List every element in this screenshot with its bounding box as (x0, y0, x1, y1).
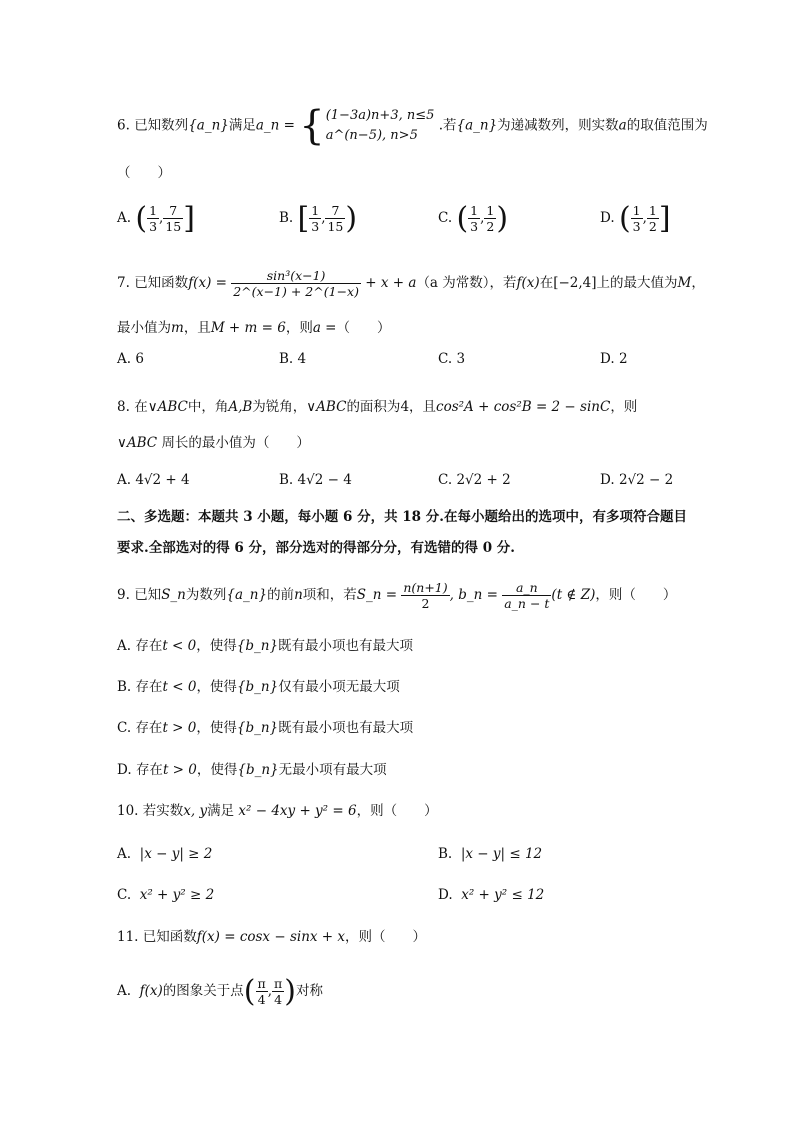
q7-cond: M + m = 6 (210, 320, 286, 336)
q6-d-den1: 3 (632, 219, 641, 234)
q10-text-b: 满足 (207, 803, 235, 819)
q7-option-d-value: 2 (618, 351, 628, 367)
q6-text-tail: 为递减数列，则实数 (497, 117, 619, 134)
q11-text-a: 已知函数 (142, 929, 197, 945)
question-11 (117, 927, 426, 947)
q11-option-a-end: 对称 (295, 983, 323, 999)
q6-b-frac2 (325, 203, 345, 234)
q6-c-frac1 (468, 203, 480, 234)
q7-option-c-value: 3 (456, 351, 466, 367)
q8-option-a (117, 470, 190, 490)
q8-line2: 周长的最小值为 (161, 435, 256, 451)
q9-sn-eq: S_n = (356, 587, 398, 603)
q11-frac2 (272, 976, 284, 1007)
q6-d-frac2 (647, 203, 659, 234)
q9-option-d-ineq: t > 0 (162, 762, 197, 778)
q11-option-a: A. f(x)的图象关于点( $\frac{\pi}{4}$ , $\frac{\pi}{4}$ )对称 (117, 973, 323, 1009)
q9-option-c-seq: {b_n} (236, 720, 279, 736)
q9-option-b (117, 677, 400, 697)
q11-open-paren: ( (243, 973, 256, 1009)
q7-blank: （ ） (336, 320, 391, 336)
q6-a-open: ( (135, 200, 148, 236)
q6-text-after: .若 (438, 117, 457, 134)
q6-option-a-letter: A. (117, 210, 132, 226)
q9-seq: {a_n} (226, 587, 268, 603)
q8-option-b (279, 470, 352, 490)
q6-option-a: A. ( $\frac{1}{3}$ , $\frac{7}{15}$ ] (117, 200, 195, 236)
q6-option-b-letter: B. (279, 210, 294, 226)
q6-b-open: [ (297, 200, 310, 236)
q10-vars: x, y (183, 803, 208, 819)
q8-tri3: ∨ABC (117, 435, 158, 451)
q6-c-den2: 2 (486, 219, 495, 234)
q9-tail: ，则 (595, 587, 623, 603)
q6-option-d: D. ( $\frac{1}{3}$ , $\frac{1}{2}$ ] (600, 200, 671, 236)
q8-option-b-value: 4√2 − 4 (297, 472, 352, 488)
q6-d-frac1 (631, 203, 643, 234)
q9-frac2 (502, 580, 551, 611)
q9-option-a-letter: A. (117, 638, 132, 654)
q6-case1: (1−3a)n+3, n≤5 (325, 108, 435, 123)
q6-option-d-letter: D. (600, 210, 615, 226)
q9-option-c-pre: 存在 (135, 720, 163, 736)
q9-text-d: 项和，若 (302, 587, 357, 603)
q7-option-a (117, 349, 144, 369)
q7-option-d (600, 349, 628, 369)
q7-after-frac: + x + a (365, 275, 417, 291)
q9-cond: (t ∉ Z) (551, 587, 596, 603)
q6-c-num1: 1 (470, 203, 479, 218)
q9-bn-eq: , b_n = (449, 587, 498, 603)
q6-d-close: ] (658, 200, 671, 236)
q6-number: 6. (117, 117, 130, 134)
q9-option-b-seq: {b_n} (236, 679, 279, 695)
q9-option-b-ineq: t < 0 (162, 679, 197, 695)
q9-option-d-mid: ，使得 (196, 762, 238, 778)
q10-option-b-letter: B. (438, 846, 453, 862)
q10-blank: （ ） (383, 803, 438, 819)
q8-number: 8. (117, 399, 130, 415)
section-2-heading: 二、多选题：本题共 3 小题，每小题 6 分，共 18 分.在每小题给出的选项中，有多项符合题目 (117, 509, 687, 525)
q9-option-b-post: 仅有最小项无最大项 (278, 679, 400, 695)
q9-option-a-mid: ，使得 (196, 638, 237, 654)
q10-option-c-value: x² + y² ≥ 2 (139, 887, 215, 903)
q7-line2b: ，且 (183, 320, 211, 336)
q11-frac1 (256, 976, 268, 1007)
q7-option-a-value: 6 (135, 351, 144, 367)
q8-option-d-letter: D. (600, 472, 615, 488)
q6-b-num1: 1 (311, 203, 320, 218)
q10-option-d (438, 885, 544, 905)
q11-option-a-letter: A. (117, 983, 132, 999)
q6-option-c: C. ( $\frac{1}{3}$ , $\frac{1}{2}$ ) (438, 200, 509, 236)
q6-d-open: ( (618, 200, 631, 236)
q6-b-den2: 15 (327, 219, 344, 234)
q6-b-close: ) (345, 200, 358, 236)
q7-option-b-value: 4 (297, 351, 307, 367)
q6-d-num2: 1 (648, 203, 657, 218)
q9-option-a-post: 既有最小项也有最大项 (278, 638, 414, 654)
q8-line1a: 在 (134, 399, 148, 415)
q6-seq2: {a_n} (456, 117, 498, 134)
q7-note: （a 为常数），若 (416, 275, 517, 291)
q9-sn: S_n (161, 587, 186, 603)
q7-text: 已知函数 (134, 275, 189, 291)
q8-line1e: ，且 (409, 399, 437, 415)
q9-blank: （ ） (622, 587, 677, 603)
q9-number: 9. (117, 587, 130, 603)
q8-area: 4 (400, 399, 410, 415)
q7-option-b-letter: B. (279, 351, 294, 367)
q8-line1c: 为锐角， (252, 399, 307, 415)
q11-n1: π (257, 976, 266, 991)
q7-frac-den: 2^(x−1) + 2^(1−x) (233, 284, 359, 299)
q11-option-a-fx: f(x) (139, 983, 163, 999)
q9-option-d-post: 无最小项有最大项 (278, 762, 387, 778)
q9-option-c-ineq: t > 0 (162, 720, 197, 736)
q11-eq: f(x) = cosx − sinx + x (196, 929, 346, 945)
q8-option-c (438, 470, 511, 490)
question-8 (117, 397, 637, 417)
q11-close-paren: ) (284, 973, 296, 1009)
q7-comma: ， (691, 275, 705, 291)
q8-angles: A,B (228, 399, 253, 415)
q7-m: m (171, 320, 184, 336)
q9-option-d (117, 760, 387, 780)
q9-f2-num: a_n (502, 580, 551, 596)
q7-line2c: ，则 (285, 320, 313, 336)
q6-a-frac2 (163, 203, 183, 234)
q7-line2: 最小值为 (117, 320, 171, 336)
q10-option-a (117, 844, 212, 864)
q6-a-den2: 15 (165, 219, 182, 234)
q11-n2: π (274, 976, 283, 991)
q11-blank: （ ） (372, 929, 427, 945)
q6-piecewise: {(1−3a)n+3, n≤5 a^(n−5), n>5 (299, 103, 435, 149)
q9-f2-den: a_n − t (504, 596, 550, 611)
q7-interval-pre: 在 (539, 275, 554, 291)
q8-tri2: ∨ABC (306, 399, 347, 415)
q9-option-b-mid: ，使得 (196, 679, 237, 695)
q9-option-c-mid: ，使得 (196, 720, 237, 736)
q10-tail: ，则 (356, 803, 384, 819)
q10-option-a-value: |x − y| ≥ 2 (139, 846, 213, 862)
q6-b-num2: 7 (325, 203, 345, 219)
q8-option-a-value: 4√2 + 4 (135, 472, 190, 488)
q6-b-frac1 (309, 203, 321, 234)
q9-option-d-letter: D. (117, 762, 132, 778)
q10-option-d-letter: D. (438, 887, 453, 903)
question-9 (117, 580, 676, 611)
q7-option-a-letter: A. (117, 351, 132, 367)
q6-d-den2: 2 (648, 219, 657, 234)
q8-option-c-letter: C. (438, 472, 453, 488)
q10-number: 10. (117, 803, 139, 819)
q8-option-d (600, 470, 673, 490)
q9-option-b-letter: B. (117, 679, 132, 695)
q10-option-b-value: |x − y| ≤ 12 (460, 846, 543, 862)
question-8-line2 (117, 433, 310, 453)
q9-text-b: 为数列 (185, 587, 227, 603)
q11-number: 11. (117, 929, 139, 945)
q6-text-end: 的取值范围为 (626, 117, 708, 134)
q6-c-den1: 3 (470, 219, 479, 234)
q8-blank: （ ） (255, 435, 310, 451)
q8-line1b: 中，角 (187, 399, 229, 415)
q11-d1: 4 (257, 992, 266, 1007)
q6-var: a (618, 117, 627, 134)
section-2-heading-line2: 要求.全部选对的得 6 分，部分选对的得部分分，有选错的得 0 分. (117, 540, 515, 556)
q6-lhs: a_n = (255, 117, 295, 134)
q6-a-frac1 (147, 203, 159, 234)
q6-text-mid: 满足 (228, 117, 256, 134)
q7-option-c-letter: C. (438, 351, 453, 367)
q7-fx: f(x) = (188, 275, 227, 291)
q6-b-den1: 3 (311, 219, 320, 234)
question-6 (117, 103, 708, 149)
q10-option-c (117, 885, 214, 905)
q11-option-a-text: 的图象关于点 (162, 983, 244, 999)
q8-option-d-value: 2√2 − 2 (618, 472, 674, 488)
q6-option-b: B. [ $\frac{1}{3}$ , $\frac{7}{15}$ ) (279, 200, 358, 236)
q8-option-a-letter: A. (117, 472, 132, 488)
q10-option-c-letter: C. (117, 887, 132, 903)
q9-option-a (117, 636, 413, 656)
q9-f1-num: n(n+1) (403, 580, 448, 595)
q9-text-c: 的前 (267, 587, 295, 603)
q6-a-num2: 7 (163, 203, 183, 219)
q10-text-a: 若实数 (142, 803, 184, 819)
q6-c-open: ( (456, 200, 469, 236)
q7-option-d-letter: D. (600, 351, 615, 367)
q8-tri: ∨ABC (147, 399, 188, 415)
q11-d2: 4 (274, 992, 283, 1007)
q9-text-a: 已知 (134, 587, 162, 603)
q6-case2: a^(n−5), n>5 (325, 128, 418, 143)
q8-cond: cos²A + cos²B = 2 − sinC (436, 399, 611, 415)
q7-fx2: f(x) (516, 275, 540, 291)
q10-eq: x² − 4xy + y² = 6 (238, 803, 357, 819)
q7-frac-num: sin³(x−1) (231, 268, 361, 284)
q6-a-den1: 3 (149, 219, 158, 234)
q6-blank: （ ） (117, 165, 171, 181)
q8-option-b-letter: B. (279, 472, 294, 488)
q6-seq: {a_n} (188, 117, 229, 134)
q7-number: 7. (117, 275, 130, 291)
q6-a-num1: 1 (149, 203, 158, 218)
q6-d-num1: 1 (632, 203, 641, 218)
q7-option-c (438, 349, 465, 369)
q7-M: M (677, 275, 692, 291)
q6-c-frac2 (484, 203, 496, 234)
q7-text-tail: 上的最大值为 (596, 275, 678, 291)
q7-option-b (279, 349, 306, 369)
q9-option-d-seq: {b_n} (237, 762, 279, 778)
q9-option-a-pre: 存在 (135, 638, 163, 654)
q6-option-c-letter: C. (438, 210, 453, 226)
question-7 (117, 268, 705, 299)
q7-ask: a = (312, 320, 337, 336)
q9-option-b-pre: 存在 (135, 679, 163, 695)
q10-option-a-letter: A. (117, 846, 132, 862)
q9-frac1 (401, 580, 449, 611)
q6-c-close: ) (496, 200, 509, 236)
q6-text: 已知数列 (134, 117, 189, 134)
q9-option-c-post: 既有最小项也有最大项 (278, 720, 414, 736)
q9-option-a-seq: {b_n} (236, 638, 279, 654)
q9-option-d-pre: 存在 (135, 762, 163, 778)
q10-option-b (438, 844, 542, 864)
q8-option-c-value: 2√2 + 2 (456, 472, 511, 488)
q6-c-num2: 1 (486, 203, 495, 218)
q9-f1-den: 2 (421, 596, 430, 611)
q9-option-c-letter: C. (117, 720, 132, 736)
q11-tail: ，则 (345, 929, 373, 945)
question-10 (117, 801, 438, 821)
q9-option-c (117, 718, 413, 738)
q9-n: n (294, 587, 303, 603)
q8-line1f: ，则 (610, 399, 638, 415)
q10-option-d-value: x² + y² ≤ 12 (461, 887, 545, 903)
q6-a-close: ] (183, 200, 195, 236)
q8-line1d: 的面积为 (346, 399, 401, 415)
q7-interval: [−2,4] (553, 275, 597, 291)
question-7-line2 (117, 318, 390, 338)
q7-fraction (231, 268, 361, 299)
q9-option-a-ineq: t < 0 (162, 638, 197, 654)
